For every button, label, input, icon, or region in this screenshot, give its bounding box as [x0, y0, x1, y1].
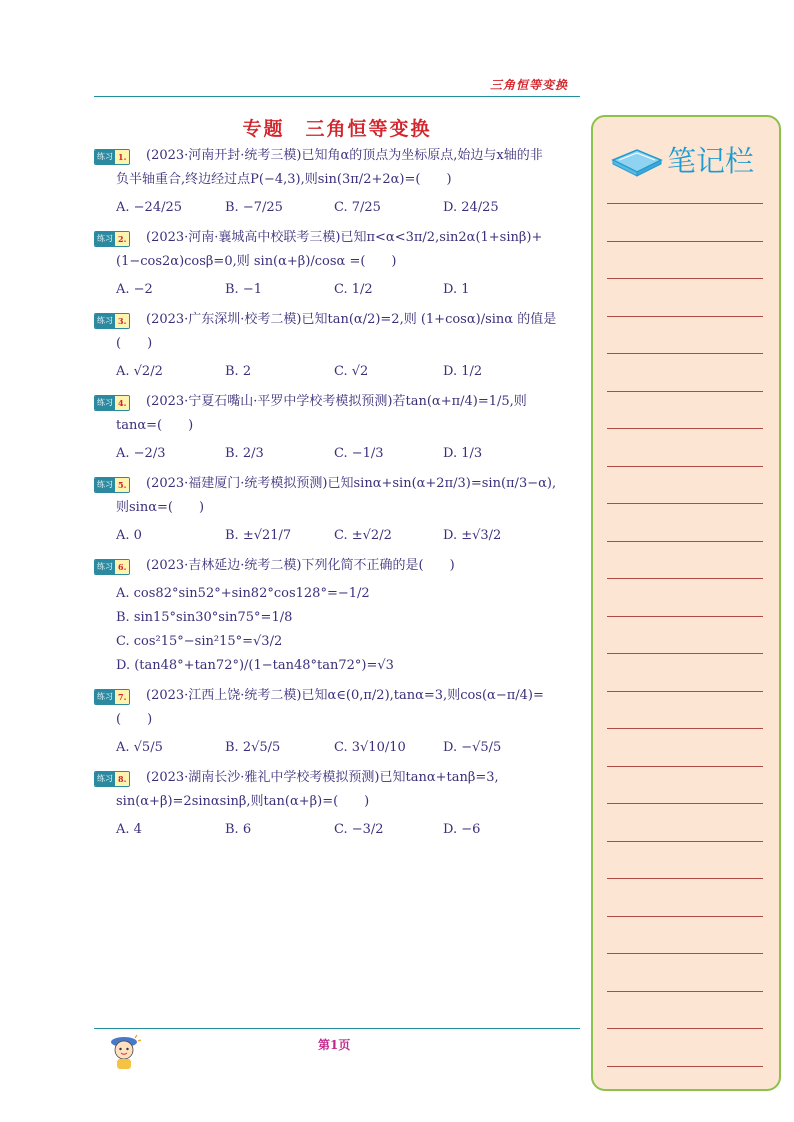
option-b[interactable]: B. 6: [225, 822, 252, 837]
option-list: [94, 524, 584, 548]
note-line: [607, 391, 763, 392]
notes-title: 笔记栏: [667, 144, 755, 178]
question-line: [94, 308, 584, 356]
exercise-tag-label: 练习: [95, 396, 115, 410]
option-a[interactable]: A. √5/5: [116, 740, 163, 755]
problem-4: [94, 390, 584, 466]
problem-6: [94, 554, 584, 678]
option-c[interactable]: C. −3/2: [334, 822, 384, 837]
note-line: [607, 766, 763, 767]
question-line: [94, 554, 584, 578]
option-d[interactable]: D. (tan48°+tan72°)/(1−tan48°tan72°)=√3: [116, 658, 394, 673]
exercise-number: 5.: [115, 478, 129, 492]
page-title: 专题 三角恒等变换: [242, 118, 432, 140]
note-line: [607, 728, 763, 729]
note-line: [607, 241, 763, 242]
option-list: [94, 736, 584, 760]
option-d[interactable]: D. 24/25: [443, 200, 499, 215]
question-text-cont: 负半轴重合,终边经过点P(−4,3),则sin(3π/2+2α)=( ): [116, 172, 452, 187]
question-text: (2023·江西上饶·统考二模)已知α∈(0,π/2),tanα=3,则cos(α−π/4)=: [146, 688, 544, 703]
option-d[interactable]: D. 1/3: [443, 446, 483, 461]
note-line: [607, 203, 763, 204]
option-list: [94, 278, 584, 302]
note-line: [607, 691, 763, 692]
exercise-tag: [94, 477, 130, 493]
book-icon: [611, 142, 663, 178]
note-line: [607, 1066, 763, 1067]
option-c[interactable]: C. √2: [334, 364, 369, 379]
option-b[interactable]: B. 2: [225, 364, 252, 379]
exercise-tag: [94, 395, 130, 411]
question-line: [94, 766, 584, 790]
note-line: [607, 953, 763, 954]
exercise-number: 8.: [115, 772, 129, 786]
question-text: (2023·河南·襄城高中校联考三模)已知π<α<3π/2,sin2α(1+sinβ)+: [146, 230, 543, 245]
exercise-tag: [94, 313, 130, 329]
note-line: [607, 278, 763, 279]
option-b[interactable]: B. 2√5/5: [225, 740, 281, 755]
option-c[interactable]: C. ±√2/2: [334, 528, 392, 543]
option-a[interactable]: A. √2/2: [116, 364, 163, 379]
note-line: [607, 653, 763, 654]
option-b[interactable]: B. −7/25: [225, 200, 283, 215]
option-c[interactable]: C. 3√10/10: [334, 740, 406, 755]
exercise-tag: [94, 559, 130, 575]
note-line: [607, 541, 763, 542]
option-a[interactable]: A. −2: [116, 282, 153, 297]
mascot-icon: [104, 1032, 144, 1072]
note-line: [607, 841, 763, 842]
question-text-cont: sin(α+β)=2sinαsinβ,则tan(α+β)=( ): [116, 794, 370, 809]
option-a[interactable]: A. 0: [116, 528, 142, 543]
exercise-tag-label: 练习: [95, 772, 115, 786]
note-line: [607, 916, 763, 917]
exercise-number: 4.: [115, 396, 129, 410]
option-b[interactable]: B. −1: [225, 282, 262, 297]
question-text-cont: tanα=( ): [116, 418, 194, 433]
note-line: [607, 991, 763, 992]
question-text: (2023·福建厦门·统考模拟预测)已知sinα+sin(α+2π/3)=sin(π/3−α),: [146, 476, 557, 491]
option-d[interactable]: D. −√5/5: [443, 740, 502, 755]
option-b[interactable]: B. 2/3: [225, 446, 264, 461]
option-d[interactable]: D. ±√3/2: [443, 528, 502, 543]
footer-rule: [94, 1028, 580, 1029]
problem-8: [94, 766, 584, 842]
question-line: [94, 684, 584, 708]
option-c[interactable]: C. −1/3: [334, 446, 384, 461]
note-line: [607, 616, 763, 617]
exercise-tag-label: 练习: [95, 314, 115, 328]
question-line: [94, 472, 584, 496]
problem-1: [94, 144, 584, 220]
note-line: [607, 803, 763, 804]
problem-list: [94, 144, 584, 848]
exercise-tag: [94, 689, 130, 705]
question-text-cont: (1−cos2α)cosβ=0,则 sin(α+β)/cosα =( ): [116, 254, 397, 269]
question-text: (2023·河南开封·统考三模)已知角α的顶点为坐标原点,始边与x轴的非: [146, 148, 543, 163]
problem-7: [94, 684, 584, 760]
option-list: [94, 442, 584, 466]
exercise-tag: [94, 771, 130, 787]
option-a[interactable]: A. −24/25: [116, 200, 183, 215]
option-b[interactable]: B. ±√21/7: [225, 528, 292, 543]
exercise-tag-label: 练习: [95, 478, 115, 492]
exercise-tag-label: 练习: [95, 150, 115, 164]
problem-3: [94, 308, 584, 384]
option-list: [94, 360, 584, 384]
note-line: [607, 878, 763, 879]
exercise-tag-label: 练习: [95, 690, 115, 704]
question-text: (2023·吉林延边·统考二模)下列化简不正确的是( ): [146, 558, 455, 573]
question-line: [94, 226, 584, 250]
option-a[interactable]: A. cos82°sin52°+sin82°cos128°=−1/2: [116, 586, 370, 601]
exercise-tag: [94, 231, 130, 247]
option-a[interactable]: A. −2/3: [116, 446, 166, 461]
problem-5: [94, 472, 584, 548]
option-list: [94, 196, 584, 220]
note-line: [607, 578, 763, 579]
option-d[interactable]: D. 1: [443, 282, 470, 297]
exercise-tag-label: 练习: [95, 232, 115, 246]
question-line: [94, 144, 584, 168]
option-list: [94, 582, 584, 678]
exercise-number: 1.: [115, 150, 129, 164]
question-text: (2023·湖南长沙·雅礼中学校考模拟预测)已知tanα+tanβ=3,: [146, 770, 499, 785]
header-rule: [94, 96, 580, 97]
option-c[interactable]: C. 7/25: [334, 200, 381, 215]
exercise-tag-label: 练习: [95, 560, 115, 574]
question-text: (2023·广东深圳·校考二模)已知tan(α/2)=2,则 (1+cosα)/sinα 的值是( ): [116, 312, 557, 351]
exercise-number: 3.: [115, 314, 129, 328]
exercise-tag: [94, 149, 130, 165]
exercise-number: 7.: [115, 690, 129, 704]
option-a[interactable]: A. 4: [116, 822, 142, 837]
option-d[interactable]: D. −6: [443, 822, 481, 837]
question-line: [94, 390, 584, 414]
note-line: [607, 1028, 763, 1029]
question-text-cont: ( ): [116, 712, 153, 727]
notes-panel: [591, 115, 781, 1091]
notes-header: [611, 139, 754, 180]
option-list: [94, 818, 584, 842]
question-text-cont: 则sinα=( ): [116, 500, 205, 515]
option-c[interactable]: C. 1/2: [334, 282, 373, 297]
note-line: [607, 466, 763, 467]
problem-2: [94, 226, 584, 302]
note-line: [607, 503, 763, 504]
option-c[interactable]: C. cos²15°−sin²15°=√3/2: [116, 634, 283, 649]
header-title: 三角恒等变换: [490, 78, 569, 92]
exercise-number: 6.: [115, 560, 129, 574]
exercise-number: 2.: [115, 232, 129, 246]
question-text: (2023·宁夏石嘴山·平罗中学校考模拟预测)若tan(α+π/4)=1/5,则: [146, 394, 527, 409]
note-line: [607, 428, 763, 429]
note-line: [607, 316, 763, 317]
note-line: [607, 353, 763, 354]
page-number: 第1页: [318, 1038, 351, 1052]
option-b[interactable]: B. sin15°sin30°sin75°=1/8: [116, 610, 293, 625]
option-d[interactable]: D. 1/2: [443, 364, 483, 379]
